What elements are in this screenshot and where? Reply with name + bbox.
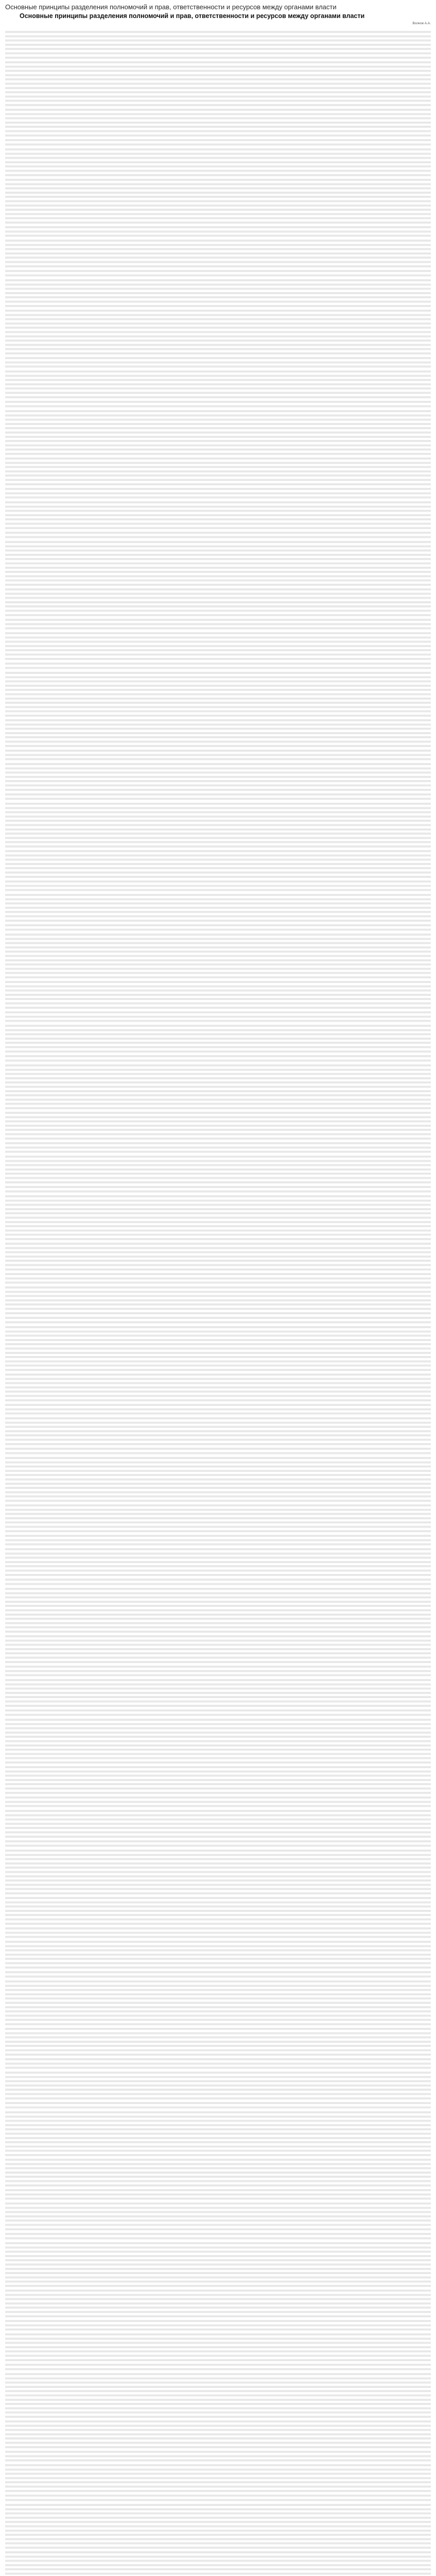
paragraph bbox=[5, 749, 431, 761]
paragraph bbox=[5, 587, 431, 617]
paragraph bbox=[5, 456, 431, 486]
paragraph bbox=[5, 1403, 431, 1415]
paragraph bbox=[5, 2101, 431, 2109]
paragraph bbox=[5, 1185, 431, 1193]
paragraph bbox=[5, 2201, 431, 2231]
paragraph bbox=[5, 2494, 431, 2502]
paragraph bbox=[5, 138, 431, 146]
paragraph bbox=[5, 531, 431, 539]
paragraph bbox=[5, 2319, 431, 2331]
paragraph bbox=[5, 2550, 431, 2576]
paragraph bbox=[5, 1111, 431, 1140]
paragraph bbox=[5, 2241, 431, 2287]
paragraph bbox=[5, 400, 431, 408]
paragraph bbox=[5, 2450, 431, 2462]
paragraph bbox=[5, 1547, 431, 1577]
document-body bbox=[5, 30, 431, 2576]
paragraph bbox=[5, 662, 431, 670]
paragraph bbox=[5, 60, 431, 107]
paragraph bbox=[5, 369, 431, 399]
paragraph bbox=[5, 1024, 431, 1053]
paragraph bbox=[5, 1272, 431, 1284]
document-title: Основные принципы разделения полномочий и прав, ответственности и ресурсов между органами власти bbox=[5, 3, 337, 11]
paragraph bbox=[5, 2503, 431, 2549]
paragraph bbox=[5, 2419, 431, 2449]
paragraph bbox=[5, 933, 431, 979]
paragraph bbox=[5, 30, 431, 59]
paragraph bbox=[5, 1926, 431, 1939]
paragraph bbox=[5, 540, 431, 586]
paragraph bbox=[5, 239, 431, 268]
paragraph bbox=[5, 2057, 431, 2070]
paragraph bbox=[5, 1063, 431, 1110]
paragraph bbox=[5, 631, 431, 660]
paragraph bbox=[5, 487, 431, 499]
paragraph bbox=[5, 923, 431, 931]
paragraph bbox=[5, 1534, 431, 1546]
paragraph bbox=[5, 1316, 431, 1324]
paragraph bbox=[5, 718, 431, 748]
paragraph bbox=[5, 1839, 431, 1848]
paragraph bbox=[5, 1285, 431, 1315]
paragraph bbox=[5, 1849, 431, 1895]
paragraph bbox=[5, 1503, 431, 1533]
paragraph bbox=[5, 1456, 431, 1502]
paragraph bbox=[5, 1054, 431, 1062]
paragraph bbox=[5, 879, 431, 892]
paragraph bbox=[5, 1979, 431, 2026]
paragraph bbox=[5, 2372, 431, 2418]
paragraph bbox=[5, 309, 431, 355]
paragraph bbox=[5, 2071, 431, 2100]
paragraph bbox=[5, 1708, 431, 1717]
paragraph bbox=[5, 2232, 431, 2240]
paragraph bbox=[5, 893, 431, 922]
paragraph bbox=[5, 1416, 431, 1446]
paragraph bbox=[5, 1795, 431, 1808]
paragraph bbox=[5, 269, 431, 277]
paragraph bbox=[5, 980, 431, 1009]
paragraph bbox=[5, 1155, 431, 1184]
paragraph bbox=[5, 2463, 431, 2493]
paragraph bbox=[5, 618, 431, 630]
paragraph bbox=[5, 356, 431, 368]
paragraph bbox=[5, 1587, 431, 1633]
paragraph bbox=[5, 1372, 431, 1402]
paragraph bbox=[5, 1242, 431, 1271]
paragraph bbox=[5, 2289, 431, 2318]
paragraph bbox=[5, 178, 431, 224]
paragraph bbox=[5, 1325, 431, 1371]
paragraph bbox=[5, 1765, 431, 1794]
document-subtitle: Основные принципы разделения полномочий и прав, ответственности и ресурсов между органами власти bbox=[20, 12, 365, 20]
paragraph bbox=[5, 1010, 431, 1023]
paragraph bbox=[5, 1970, 431, 1978]
paragraph bbox=[5, 1141, 431, 1154]
paragraph bbox=[5, 108, 431, 137]
paragraph bbox=[5, 1678, 431, 1707]
paragraph bbox=[5, 1194, 431, 1241]
paragraph bbox=[5, 2188, 431, 2200]
paragraph bbox=[5, 1896, 431, 1925]
paragraph bbox=[5, 2158, 431, 2187]
paragraph bbox=[5, 147, 431, 177]
paragraph bbox=[5, 802, 431, 848]
paragraph bbox=[5, 792, 431, 801]
paragraph bbox=[5, 500, 431, 530]
paragraph bbox=[5, 2110, 431, 2157]
paragraph bbox=[5, 1578, 431, 1586]
paragraph bbox=[5, 2332, 431, 2362]
paragraph bbox=[5, 762, 431, 791]
document-author: Волков А.А. bbox=[412, 22, 431, 25]
paragraph bbox=[5, 1718, 431, 1764]
paragraph bbox=[5, 1634, 431, 1664]
paragraph bbox=[5, 225, 431, 238]
paragraph bbox=[5, 278, 431, 308]
paragraph bbox=[5, 1809, 431, 1838]
paragraph bbox=[5, 2027, 431, 2056]
paragraph bbox=[5, 1447, 431, 1455]
paragraph bbox=[5, 409, 431, 455]
paragraph bbox=[5, 671, 431, 717]
paragraph bbox=[5, 1940, 431, 1969]
paragraph bbox=[5, 1665, 431, 1677]
paragraph bbox=[5, 2363, 431, 2371]
paragraph bbox=[5, 849, 431, 878]
